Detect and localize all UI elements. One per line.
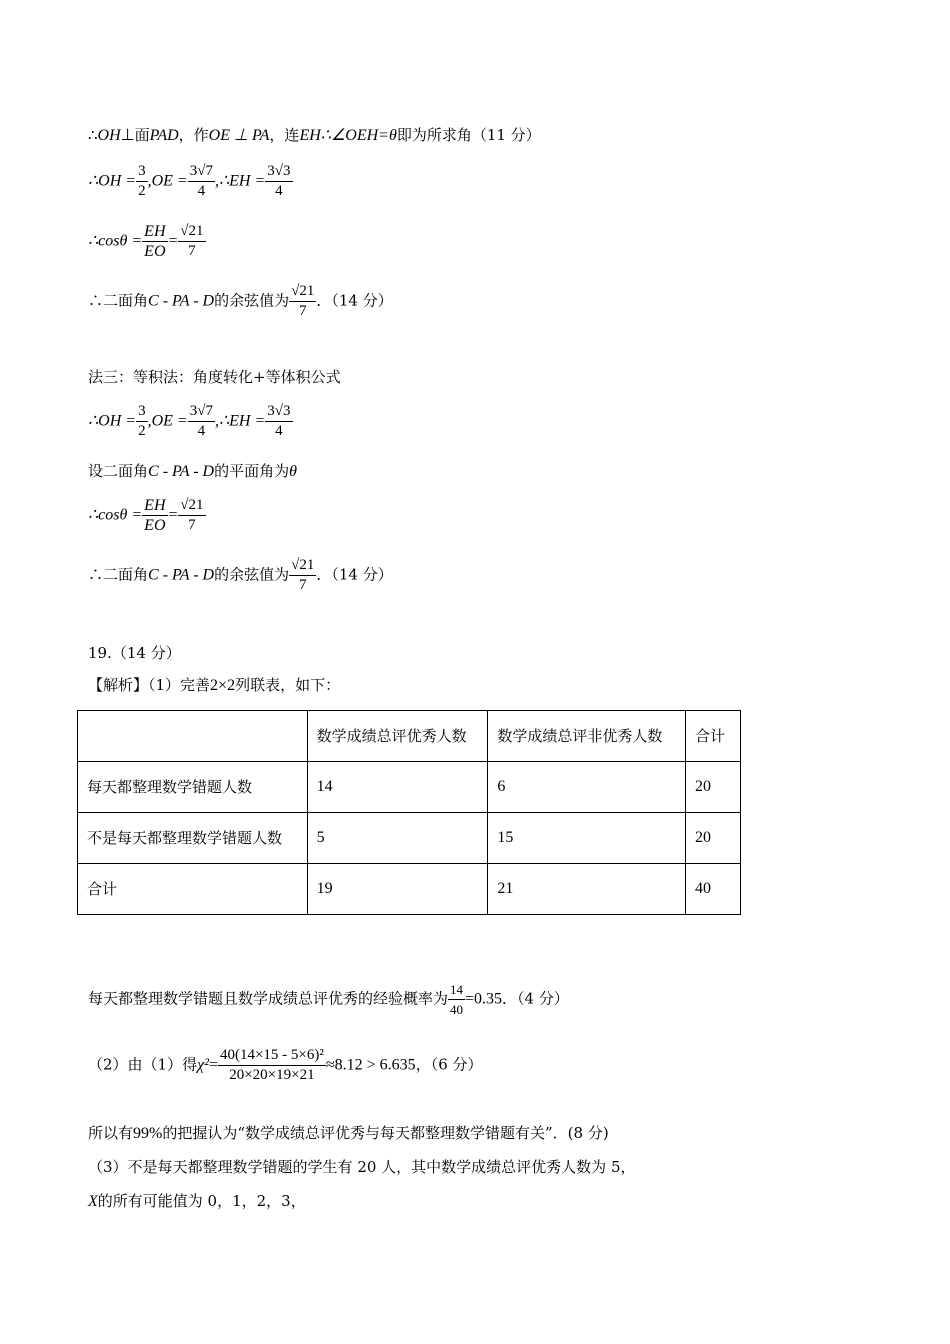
fraction: $\frac{EH}{EO}$ [144, 497, 166, 534]
table-row [78, 762, 741, 813]
table-cell: 15 [488, 813, 686, 864]
fraction: $\frac{14}{40}$ [450, 982, 464, 1017]
table-cell: 不是每天都整理数学错题人数 [78, 813, 308, 864]
fraction: $\frac{3}{2}$ [138, 403, 146, 439]
table-header-cell: 数学成绩总评优秀人数 [307, 711, 488, 762]
table-header-row [78, 711, 741, 762]
line-oh-values: ∴OH = $\frac{3}{2}$ ,OE = $\frac{3√7}{4}$ ,∴EH = $\frac{3√3}{4}$ [88, 163, 291, 199]
possible-values-line: X的所有可能值为 0，1，2，3， [88, 1192, 306, 1210]
table-header-cell [78, 711, 308, 762]
table-cell: 14 [307, 762, 488, 813]
table-cell: 5 [307, 813, 488, 864]
line-oh-perp: ∴OH⊥面PAD，作OE ⊥ PA，连EH∴∠OEH=θ即为所求角（11 分） [88, 126, 541, 144]
contingency-table [77, 710, 741, 915]
fraction: $\frac{3√3}{4}$ [267, 163, 291, 199]
table-cell: 40 [686, 864, 741, 915]
fraction: $\frac{√21}{7}$ [180, 223, 204, 259]
conclusion-line: 所以有99%的把握认为“数学成绩总评优秀与每天都整理数学错题有关”．(8 分) [88, 1124, 609, 1142]
fraction: $\frac{3}{2}$ [138, 163, 146, 199]
table-cell: 20 [686, 813, 741, 864]
method-three-heading: 法三：等积法：角度转化+等体积公式 [88, 368, 341, 386]
fraction: $\frac{EH}{EO}$ [144, 223, 166, 260]
fraction: $\frac{√21}{7}$ [291, 557, 315, 593]
table-cell: 21 [488, 864, 686, 915]
question-19-analysis: 【解析】（1）完善2×2列联表，如下： [88, 676, 341, 694]
line-oh-values-2: ∴OH = $\frac{3}{2}$ ,OE = $\frac{3√7}{4}$ ,∴EH = $\frac{3√3}{4}$ [88, 403, 291, 439]
table-cell: 6 [488, 762, 686, 813]
line-cosine-value: ∴二面角C - PA - D的余弦值为 $\frac{√21}{7}$ ．（14 分） [88, 283, 393, 319]
table-cell: 20 [686, 762, 741, 813]
line-plane-angle: 设二面角C - PA - D的平面角为θ [88, 462, 297, 480]
fraction: $\frac{3√7}{4}$ [189, 163, 213, 199]
part-three-line: （3）不是每天都整理数学错题的学生有 20 人，其中数学成绩总评优秀人数为 5， [88, 1158, 636, 1176]
fraction: $\frac{√21}{7}$ [291, 283, 315, 319]
fraction: $\frac{√21}{7}$ [180, 497, 204, 533]
line-cos-2: ∴cosθ = $\frac{EH}{EO}$ = $\frac{√21}{7}$ [88, 497, 204, 534]
table-header-cell: 数学成绩总评非优秀人数 [488, 711, 686, 762]
table-cell: 每天都整理数学错题人数 [78, 762, 308, 813]
fraction: $\frac{3√7}{4}$ [189, 403, 213, 439]
fraction: $\frac{\text{40(14×15 - 5×6)²}}{20\times 20\times 19\times 21}$ [219, 1047, 324, 1083]
table-row [78, 813, 741, 864]
fraction: $\frac{3√3}{4}$ [267, 403, 291, 439]
line-cosine-value-2: ∴二面角C - PA - D的余弦值为 $\frac{√21}{7}$ ．（14 分） [88, 557, 393, 593]
table-row [78, 864, 741, 915]
table-header-cell: 合计 [686, 711, 741, 762]
table-cell: 合计 [78, 864, 308, 915]
chi-square-line: （2）由（1）得χ²= $\frac{\text{40(14×15 - 5×6)²}}{20\times 20\times 19\times 21}$ ≈8.12 > 6.635，（6 分） [88, 1047, 483, 1083]
probability-line: 每天都整理数学错题且数学成绩总评优秀的经验概率为 $\frac{14}{40}$ =0.35．（4 分） [88, 982, 569, 1017]
table-cell: 19 [307, 864, 488, 915]
line-cos: ∴cosθ = $\frac{EH}{EO}$ = $\frac{√21}{7}$ [88, 223, 204, 260]
question-19-title: 19.（14 分） [88, 644, 181, 662]
